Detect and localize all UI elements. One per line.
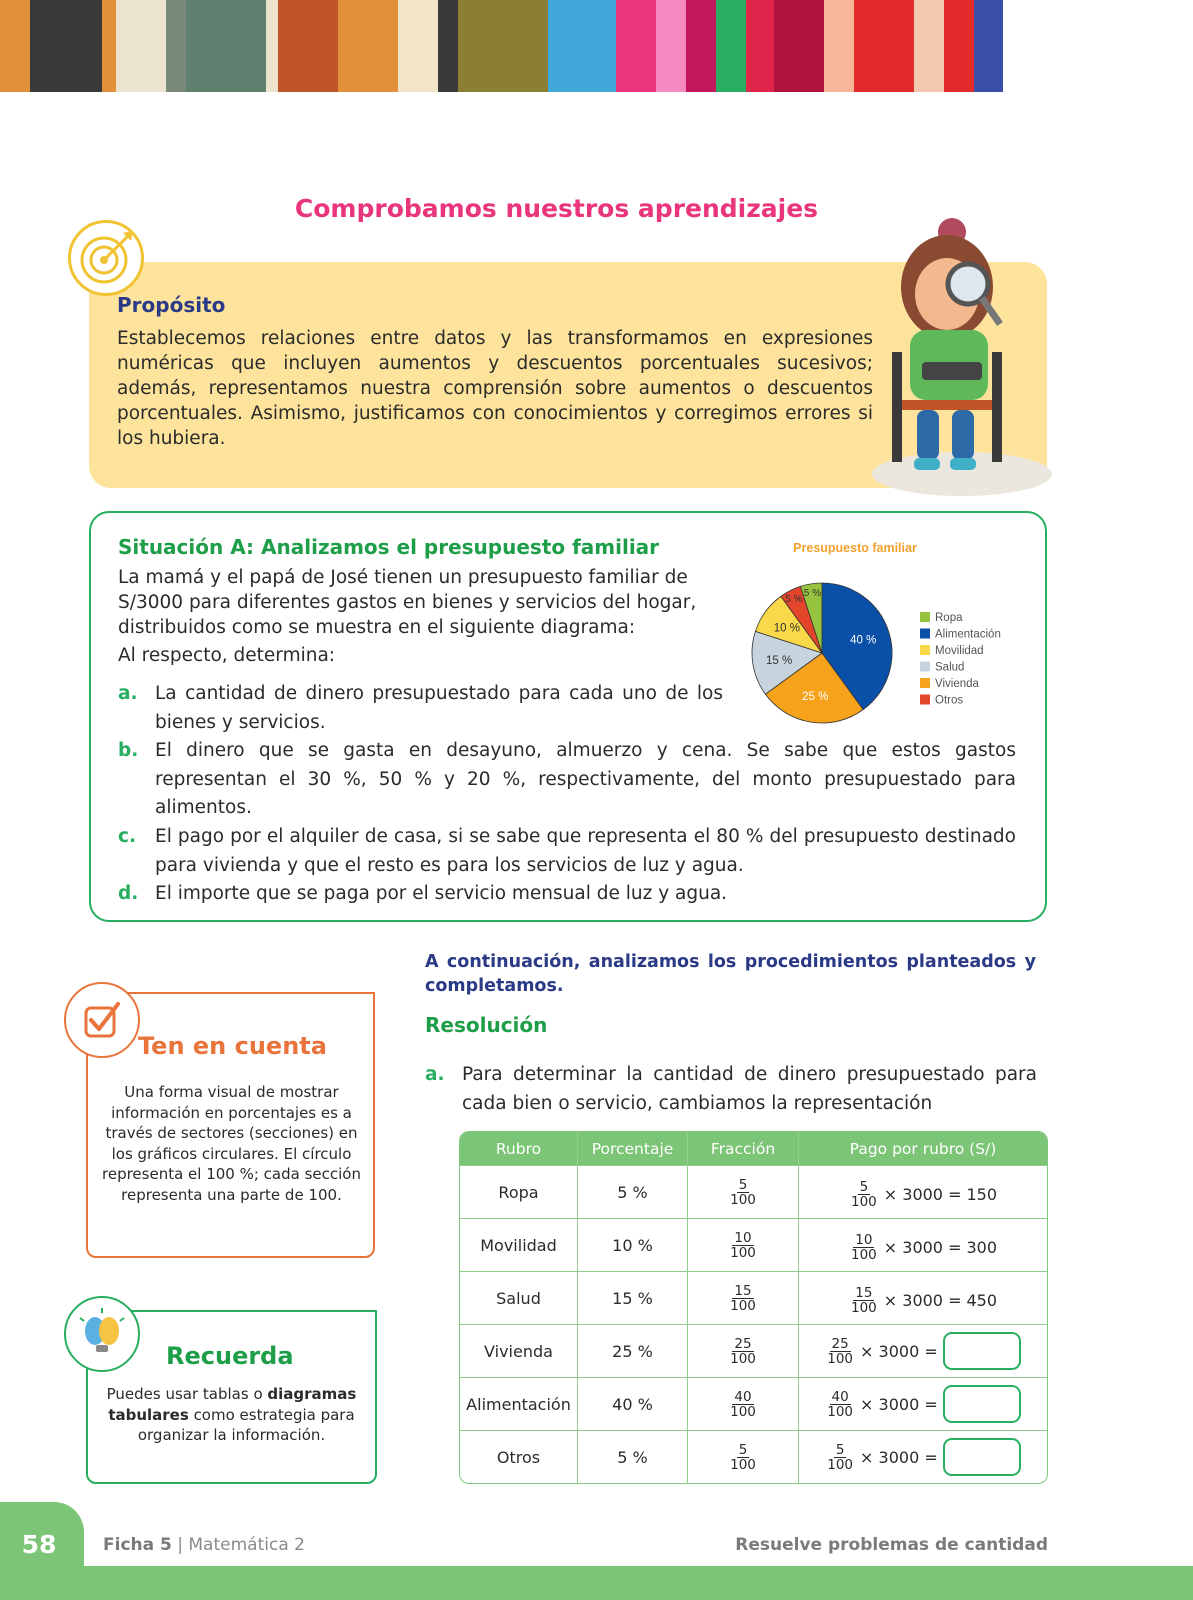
- cell-fraccion: [687, 1165, 798, 1218]
- cell-pago: [798, 1324, 1047, 1377]
- fraction: $\frac{25}{100}$: [730, 1335, 756, 1367]
- proposito-text: Establecemos relaciones entre datos y las transformamos en expresiones numéricas que incluyen aumentos y descuentos porcentuales sucesivos; además, representamos nuestra comprensión sobre aumentos o descuentos porcentuales. Asimismo, justificamos con conocimientos y corregimos errores si los hubiera.: [117, 328, 873, 449]
- situacion-title: Situación A: Analizamos el presupuesto familiar: [118, 535, 660, 559]
- question-text: El pago por el alquiler de casa, si se sabe que representa el 80 % del presupuesto destinado para vivienda y que el resto es para los servicios de luz y agua.: [155, 826, 1016, 876]
- pie-label-alimentación: 40 %: [850, 634, 877, 647]
- resolucion-letter: a.: [425, 1064, 445, 1085]
- cell-fraccion: [687, 1377, 798, 1430]
- cell-rubro: Ropa: [460, 1165, 577, 1218]
- cell-fraccion: [687, 1271, 798, 1324]
- fraction: $\frac{15}{100}$: [850, 1284, 877, 1316]
- header-porcentaje: Porcentaje: [577, 1132, 687, 1165]
- pie-label-vivienda: 25 %: [802, 690, 829, 703]
- cell-porcentaje: 10 %: [577, 1218, 687, 1271]
- footer-competence: Resuelve problemas de cantidad: [735, 1535, 1048, 1555]
- cell-pago: [798, 1430, 1047, 1483]
- times-text: × 3000 =: [860, 1394, 938, 1414]
- result-value: 300: [966, 1237, 998, 1257]
- table-row: [460, 1271, 1047, 1324]
- legend-entry: Ropa: [935, 612, 963, 624]
- cell-pago: [798, 1377, 1047, 1430]
- ten-en-cuenta-title: Ten en cuenta: [138, 1032, 327, 1060]
- question-letter: c.: [118, 826, 136, 847]
- fraction: $\frac{10}{100}$: [730, 1229, 756, 1261]
- answer-box[interactable]: [943, 1438, 1021, 1476]
- table-row: [460, 1430, 1047, 1483]
- times-text: × 3000 =: [883, 1237, 962, 1257]
- cell-rubro: Otros: [460, 1430, 577, 1483]
- header-fraccion: Fracción: [687, 1132, 798, 1165]
- table-row: [460, 1165, 1047, 1218]
- fraction: $\frac{25}{100}$: [827, 1335, 854, 1367]
- recuerda-text: Puedes usar tablas o diagramas tabulares como estrategia para organizar la información.: [106, 1385, 357, 1444]
- fraction: $\frac{10}{100}$: [850, 1231, 877, 1263]
- recuerda-title: Recuerda: [166, 1342, 294, 1370]
- question-text: El dinero que se gasta en desayuno, almuerzo y cena. Se sabe que estos gastos representan el 30 %, 50 % y 20 %, respectivamente, del monto presupuestado para alimentos.: [155, 740, 1016, 818]
- continuacion-text: A continuación, analizamos los procedimientos planteados y completamos.: [425, 952, 1036, 996]
- legend-swatch: [920, 612, 930, 622]
- answer-box[interactable]: [943, 1332, 1021, 1370]
- cell-rubro: Alimentación: [460, 1377, 577, 1430]
- question-text: El importe que se paga por el servicio mensual de luz y agua.: [155, 883, 728, 904]
- cell-rubro: Salud: [460, 1271, 577, 1324]
- fraction: $\frac{5}{100}$: [730, 1176, 756, 1208]
- budget-table: [459, 1131, 1048, 1484]
- question-letter: d.: [118, 883, 139, 904]
- fraction: $\frac{5}{100}$: [827, 1441, 854, 1473]
- question-letter: b.: [118, 740, 139, 761]
- question-b: [118, 737, 1016, 823]
- question-c: [118, 823, 1016, 881]
- question-d: [118, 880, 1016, 910]
- resolucion-title: Resolución: [425, 1013, 548, 1037]
- cell-pago: [798, 1165, 1047, 1218]
- pie-label-salud: 15 %: [766, 654, 793, 667]
- table-row: [460, 1377, 1047, 1430]
- legend-entry: Movilidad: [935, 645, 984, 657]
- header-pago: Pago por rubro (S/): [798, 1132, 1047, 1165]
- cell-fraccion: [687, 1430, 798, 1483]
- fraction: $\frac{5}{100}$: [850, 1178, 877, 1210]
- cell-rubro: Vivienda: [460, 1324, 577, 1377]
- footer-bar: [0, 1566, 1193, 1600]
- page-number: 58: [21, 1530, 57, 1559]
- target-icon: [68, 220, 144, 296]
- legend-swatch: [920, 678, 930, 688]
- times-text: × 3000 =: [883, 1290, 962, 1310]
- question-text: La cantidad de dinero presupuestado para cada uno de los bienes y servicios.: [155, 683, 723, 733]
- times-text: × 3000 =: [883, 1184, 962, 1204]
- cell-porcentaje: 25 %: [577, 1324, 687, 1377]
- textile-banner: [0, 0, 1193, 92]
- cell-fraccion: [687, 1218, 798, 1271]
- main-title: Comprobamos nuestros aprendizajes: [294, 194, 819, 223]
- times-text: × 3000 =: [860, 1341, 938, 1361]
- chart-title: Presupuesto familiar: [793, 541, 917, 555]
- cell-porcentaje: 5 %: [577, 1430, 687, 1483]
- legend-swatch: [920, 662, 930, 672]
- proposito-title: Propósito: [117, 293, 226, 317]
- resolucion-a-text: Para determinar la cantidad de dinero presupuestado para cada bien o servicio, cambiamos la representación: [462, 1064, 1037, 1114]
- table-row: [460, 1218, 1047, 1271]
- checkbox-check-icon: [64, 982, 140, 1058]
- times-text: × 3000 =: [860, 1447, 938, 1467]
- situacion-a-box: [89, 511, 1047, 922]
- fraction: $\frac{40}{100}$: [827, 1388, 854, 1420]
- situacion-intro: La mamá y el papá de José tienen un presupuesto familiar de S/3000 para diferentes gastos en bienes y servicios del hogar, distribuidos como se muestra en el siguiente diagrama:: [118, 567, 697, 638]
- question-a: [118, 680, 723, 738]
- fraction: $\frac{40}{100}$: [730, 1388, 756, 1420]
- cell-pago: [798, 1271, 1047, 1324]
- cell-porcentaje: 40 %: [577, 1377, 687, 1430]
- cell-rubro: Movilidad: [460, 1218, 577, 1271]
- situacion-ask: Al respecto, determina:: [118, 645, 336, 666]
- cell-fraccion: [687, 1324, 798, 1377]
- pie-label-movilidad: 10 %: [773, 622, 800, 635]
- question-letter: a.: [118, 683, 138, 704]
- legend-entry: Salud: [935, 661, 965, 674]
- legend-entry: Alimentación: [935, 628, 1001, 641]
- table-row: [460, 1324, 1047, 1377]
- fraction: $\frac{5}{100}$: [730, 1441, 756, 1473]
- pie-chart: [733, 533, 1043, 733]
- footer-ficha: Ficha 5 | Matemática 2: [103, 1535, 305, 1555]
- brain-lightbulb-icon: [64, 1296, 140, 1372]
- legend-swatch: [920, 645, 930, 655]
- answer-box[interactable]: [943, 1385, 1021, 1423]
- girl-with-magnifier-illustration: [862, 212, 1057, 504]
- cell-porcentaje: 15 %: [577, 1271, 687, 1324]
- ten-en-cuenta-text: Una forma visual de mostrar información en porcentajes es a través de sectores (secciones) en los gráficos circulares. El círculo representa el 100 %; cada sección representa una parte de 100.: [102, 1083, 361, 1204]
- table-header-row: [460, 1132, 1047, 1165]
- header-rubro: Rubro: [460, 1132, 577, 1165]
- fraction: $\frac{15}{100}$: [730, 1282, 756, 1314]
- result-value: 150: [966, 1184, 998, 1204]
- cell-porcentaje: 5 %: [577, 1165, 687, 1218]
- cell-pago: [798, 1218, 1047, 1271]
- pie-label-otros: 5 %: [785, 594, 803, 606]
- legend-entry: Otros: [935, 694, 964, 707]
- legend-swatch: [920, 695, 930, 705]
- legend-entry: Vivienda: [935, 678, 979, 690]
- legend-swatch: [920, 629, 930, 639]
- pie-label-ropa: 5 %: [803, 588, 821, 600]
- result-value: 450: [966, 1290, 998, 1310]
